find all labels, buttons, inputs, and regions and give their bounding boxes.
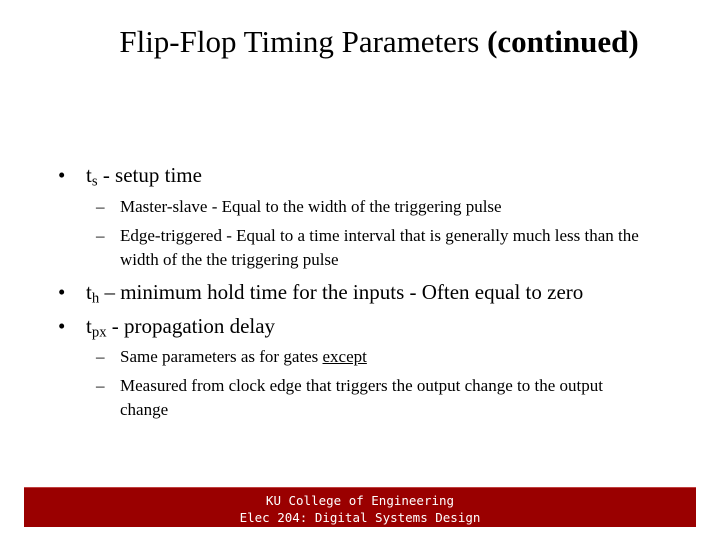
sub-item-measured-from xyxy=(96,374,640,422)
bullet-dot: • xyxy=(58,314,66,338)
bullet-symbol: t xyxy=(86,163,92,187)
sub-item-master-slave xyxy=(96,195,640,219)
sub-item-text: Master-slave - Equal to the width of the triggering pulse xyxy=(120,197,502,216)
bullet-propagation-delay xyxy=(58,313,275,339)
sub-item-text-main: Same parameters as for gates xyxy=(120,347,323,366)
footer-line-1: KU College of Engineering xyxy=(265,493,455,508)
dash-marker: – xyxy=(96,226,105,245)
bullet-text: - setup time xyxy=(97,163,202,187)
footer-banner xyxy=(24,487,696,527)
sub-item-same-parameters xyxy=(96,345,640,369)
dash-marker: – xyxy=(96,347,105,366)
dash-marker: – xyxy=(96,197,105,216)
bullet-dot: • xyxy=(58,280,66,304)
title-continued: (continued) xyxy=(487,24,639,59)
bullet-subscript: h xyxy=(91,290,100,307)
bullet-text: - propagation delay xyxy=(106,314,276,338)
bullet-subscript: s xyxy=(91,173,98,190)
sub-item-edge-triggered xyxy=(96,224,640,272)
bullet-hold-time xyxy=(58,279,583,305)
sub-item-text xyxy=(120,345,640,369)
dash-marker: – xyxy=(96,376,105,395)
slide-title xyxy=(0,22,720,62)
emphasis-except: except xyxy=(322,347,367,366)
footer-line-2: Elec 204: Digital Systems Design xyxy=(239,510,481,525)
bullet-text: – minimum hold time for the inputs - Often equal to zero xyxy=(99,280,584,304)
bullet-symbol: t xyxy=(86,280,92,304)
sub-item-text: Edge-triggered - Equal to a time interval that is generally much less than the width of the the triggering pulse xyxy=(120,226,639,269)
title-main: Flip-Flop Timing Parameters xyxy=(119,24,480,59)
bullet-dot: • xyxy=(58,163,66,187)
bullet-symbol: t xyxy=(86,314,92,338)
bullet-setup-time xyxy=(58,162,202,188)
sub-item-text: Measured from clock edge that triggers the output change to the output change xyxy=(120,376,603,419)
bullet-subscript: px xyxy=(91,324,107,341)
